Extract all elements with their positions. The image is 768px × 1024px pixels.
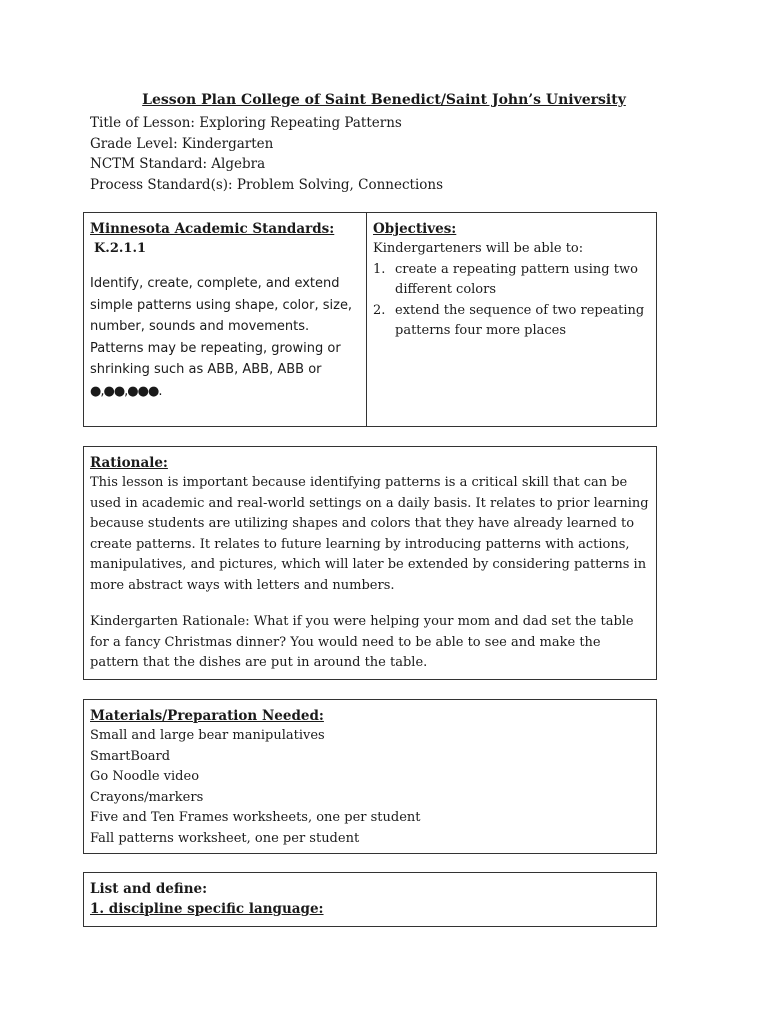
objectives-heading: Objectives: xyxy=(373,221,457,237)
materials-heading: Materials/Preparation Needed: xyxy=(90,708,324,724)
material-item: Small and large bear manipulatives xyxy=(90,728,325,743)
objective-number: 1. xyxy=(373,261,386,277)
objective-text: create a repeating pattern using two different colors xyxy=(395,261,638,297)
rationale-heading: Rationale: xyxy=(90,455,168,471)
objectives-intro: Kindergarteners will be able to: xyxy=(373,241,584,256)
rationale-box xyxy=(83,446,657,680)
material-item: Fall patterns worksheet, one per student xyxy=(90,830,360,846)
material-item: Crayons/markers xyxy=(90,789,204,805)
rationale-paragraph: This lesson is important because identifying patterns is a critical skill that can be used in academic and real-world settings on a daily basis. It relates to prior learning because students are utilizing shapes and colors that they have already learned to create patterns. It relates to future learning by introducing patterns with actions, manipulatives, and pictures, which will later be extended by considering patterns in more abstract ways with letters and numbers. xyxy=(90,475,649,593)
objectives-cell xyxy=(367,213,656,426)
kindergarten-rationale: Kindergarten Rationale: What if you were helping your mom and dad set the table for a fancy Christmas dinner? You would need to be able to see and make the pattern that the dishes are put in around the table. xyxy=(90,614,634,670)
material-item: SmartBoard xyxy=(90,748,171,764)
standard-code: K.2.1.1 xyxy=(94,241,147,256)
document-title: Lesson Plan College of Saint Benedict/Saint John’s University xyxy=(142,92,626,108)
standard-text: Identify, create, complete, and extend simple patterns using shape, color, size, number, sounds and movements. Patterns may be repeating, growing or shrinking such as ABB, ABB, ABB or xyxy=(90,276,353,377)
dots-pattern: ●,●●,●●●. xyxy=(90,383,162,399)
objective-number: 2. xyxy=(373,302,386,318)
lesson-title: Title of Lesson: Exploring Repeating Patterns xyxy=(90,115,402,131)
grade-level: Grade Level: Kindergarten xyxy=(90,135,274,152)
process-standards: Process Standard(s): Problem Solving, Connections xyxy=(90,176,444,193)
discipline-language-heading: 1. discipline specific language: xyxy=(90,901,324,917)
lesson-header xyxy=(90,113,443,195)
nctm-standard: NCTM Standard: Algebra xyxy=(90,156,266,172)
standards-objectives-table xyxy=(83,212,657,427)
material-item: Five and Ten Frames worksheets, one per student xyxy=(90,810,421,825)
objective-text: extend the sequence of two repeating patterns four more places xyxy=(395,302,645,338)
standard-description xyxy=(90,273,360,402)
objective-item xyxy=(373,301,650,342)
objective-item xyxy=(373,260,650,301)
list-define-box xyxy=(83,872,657,927)
standards-cell xyxy=(84,213,367,426)
standards-heading: Minnesota Academic Standards: xyxy=(90,221,335,237)
materials-box xyxy=(83,699,657,854)
material-item: Go Noodle video xyxy=(90,769,200,784)
list-define-heading: List and define: xyxy=(90,881,208,897)
